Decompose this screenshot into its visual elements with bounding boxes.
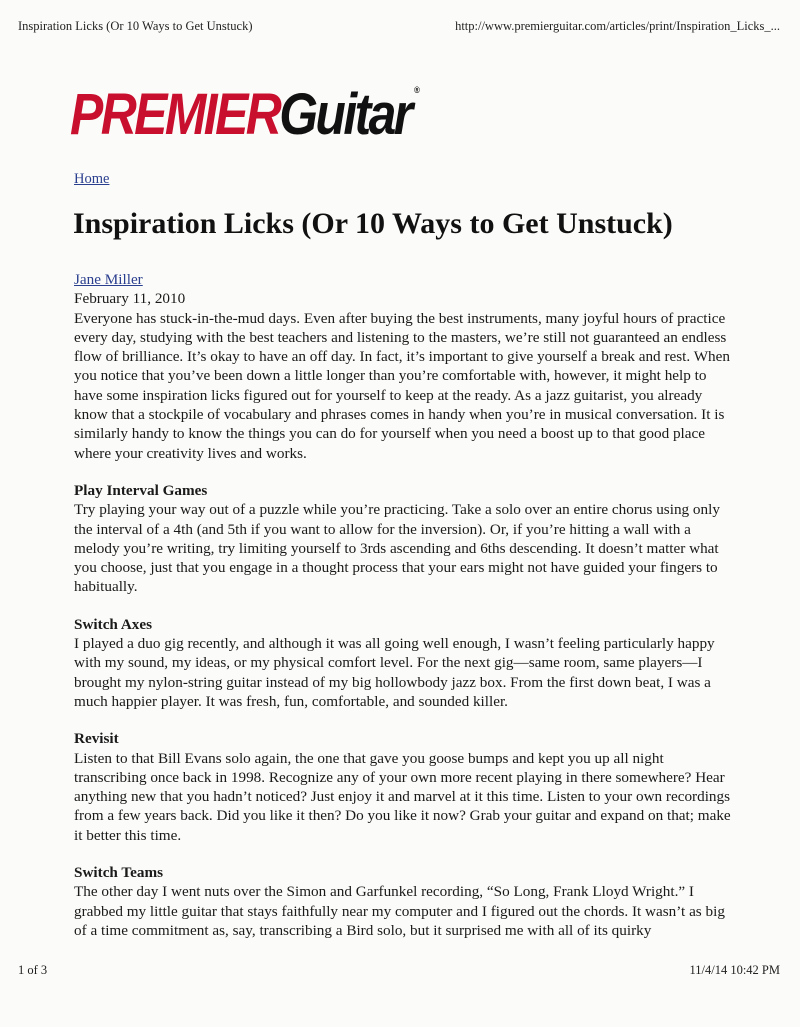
intro-paragraph: Everyone has stuck-in-the-mud days. Even after buying the best instruments, many joyful hours of practice every day, studying with the best teachers and listening to the masters, we’re still not guaranteed an endless flow of brilliance. It’s okay to have an off day. In fact, it’s important to give yourself a break and rest. When you notice that you’ve been down a little longer than you’re comfortable with, however, it might help to have some inspiration licks figured out for yourself to keep at the ready. As a jazz guitarist, you already know that a stockpile of vocabulary and phrases comes in handy when you’re in musical conversation. It is similarly handy to know the things you can do for yourself when you need a boost up to that good place where your creativity lives and works. bbox=[74, 309, 730, 462]
section-heading: Play Interval Games bbox=[74, 481, 208, 499]
article-content bbox=[74, 270, 734, 940]
article-title: Inspiration Licks (Or 10 Ways to Get Unstuck) bbox=[73, 207, 673, 240]
premier-guitar-logo[interactable] bbox=[70, 82, 420, 147]
author-link[interactable]: Jane Miller bbox=[74, 271, 143, 288]
logo-registered-mark: ® bbox=[414, 85, 420, 95]
print-footer bbox=[18, 963, 780, 978]
print-header-url: http://www.premierguitar.com/articles/print/Inspiration_Licks_... bbox=[455, 19, 780, 33]
print-timestamp: 11/4/14 10:42 PM bbox=[689, 963, 780, 977]
section-body: Listen to that Bill Evans solo again, the one that gave you goose bumps and kept you up all night transcribing once back in 1998. Recognize any of your own more recent playing in there somewhere? Hear anything new that you hadn’t noticed? Just enjoy it and marvel at it this time. Listen to your own recordings from a few years back. Did you like it then? Do you like it now? Grab your guitar and expand on that; make it better this time. bbox=[74, 749, 731, 844]
section-body: Try playing your way out of a puzzle while you’re practicing. Take a solo over an entire chorus using only the interval of a 4th (and 5th if you want to allow for the inversion). Or, if you’re hitting a wall with a melody you’re writing, try limiting yourself to 3rds ascending and 6ths descending. It doesn’t matter what you choose, just that you engage in a thought process that your ears might not have guided your fingers to habitually. bbox=[74, 501, 720, 596]
section-body: The other day I went nuts over the Simon and Garfunkel recording, “So Long, Frank Lloyd Wright.” I grabbed my little guitar that stays faithfully near my computer and I figured out the chords. It wasn’t as big of a time commitment as, say, transcribing a Bird solo, but it surprised me with all of its quirky bbox=[74, 883, 725, 939]
section-heading: Revisit bbox=[74, 730, 119, 748]
home-link[interactable]: Home bbox=[74, 171, 110, 187]
section-heading: Switch Teams bbox=[74, 864, 164, 882]
logo-premier-text: PREMIER bbox=[70, 82, 280, 147]
logo-guitar-text: Guitar bbox=[279, 82, 411, 147]
page-number: 1 of 3 bbox=[18, 963, 48, 977]
section-body: I played a duo gig recently, and although it was all going well enough, I wasn’t feeling particularly happy with my sound, my ideas, or my physical comfort level. For the next gig—same room, same players—I brought my nylon-string guitar instead of my big hollowbody jazz box. From the first down beat, I was a much happier player. It was fresh, fun, comfortable, and sounded killer. bbox=[74, 635, 715, 710]
section-heading: Switch Axes bbox=[74, 615, 153, 633]
print-header-title: Inspiration Licks (Or 10 Ways to Get Unstuck) bbox=[18, 19, 253, 33]
article-date: February 11, 2010 bbox=[74, 290, 186, 308]
print-header bbox=[18, 19, 780, 34]
